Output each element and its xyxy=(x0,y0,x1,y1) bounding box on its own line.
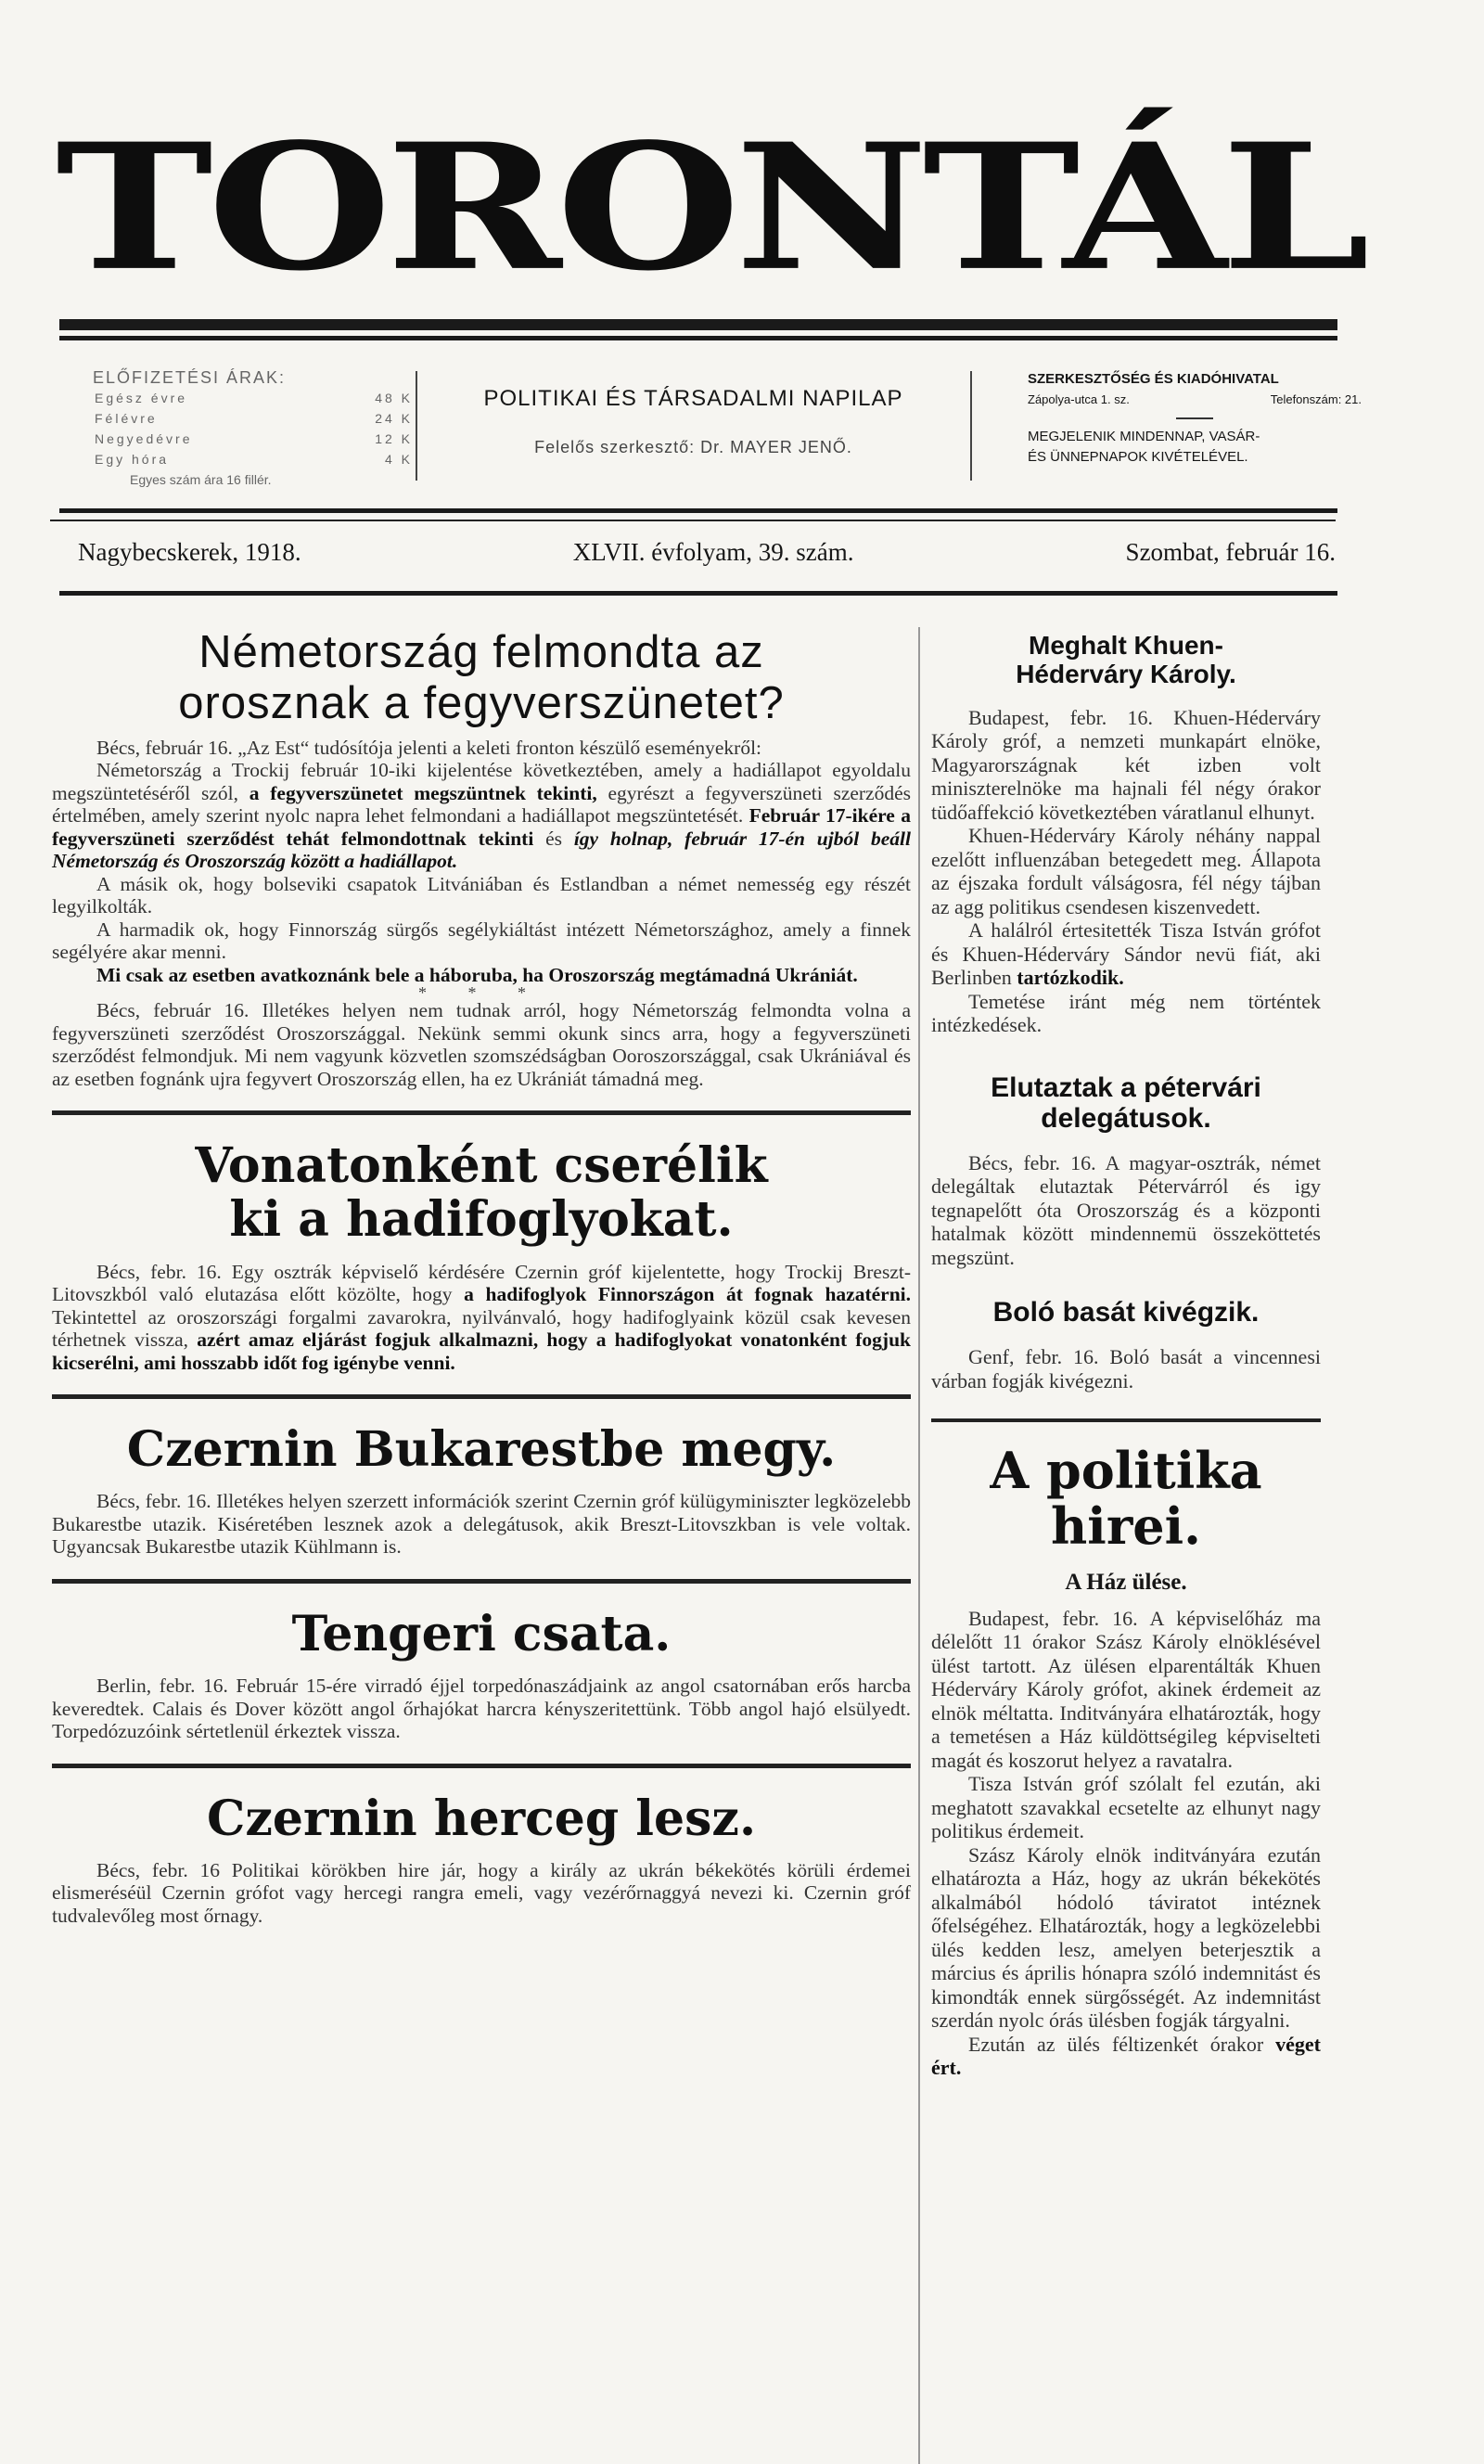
article-body xyxy=(52,1675,911,1743)
price-label: Egész évre xyxy=(95,391,188,405)
text-run: Tekintettel az oroszországi forgalmi zavarokra, nyilvánvaló, hogy hadifoglyaink közül csak kevesen térhetnek vissza, xyxy=(52,1305,911,1352)
price-row xyxy=(93,429,413,449)
bold-text: a fegyverszünetet megszüntnek tekinti, xyxy=(249,781,597,804)
text-run: Ezután az ülés féltizenkét órakor xyxy=(968,2032,1264,2056)
text-run: Bécs, febr. 16. Egy osztrák képviselő kérdésére Czernin gróf kijelentette, hogy Trockij Breszt-Litovszkból való elutazása előtt közölte, hogy xyxy=(52,1260,911,1306)
article-prisoner-exchange xyxy=(52,1139,911,1374)
price-row xyxy=(93,388,413,408)
price-label: Félévre xyxy=(95,411,158,426)
paragraph: Bécs, február 16. Illetékes helyen nem tudnak arról, hogy Németország felmondta volna a fegyverszüneti szerződést Oroszországgal. Nekünk semmi okunk sincs arra, hogy a fegyverszüneti szerződést felmondjuk. Mi nem vagyunk közvetlen szomszédságban Ooroszországgal, csak Ukrániával és az esetben fognánk ujra fegyvert Oroszország ellen, ha ez Ukrániát támadná meg. xyxy=(52,999,911,1090)
bold-text: tartózkodik. xyxy=(1017,966,1124,990)
article-divider xyxy=(52,1394,911,1399)
article-divider xyxy=(931,1418,1321,1422)
article-germany-armistice xyxy=(52,627,911,1090)
paragraph xyxy=(52,1261,911,1375)
article-body xyxy=(931,1151,1321,1270)
paragraph: Bécs, február 16. „Az Est“ tudósítója jelenti a keleti fronton készülő eseményekről: xyxy=(96,736,762,759)
paragraph: Temetése iránt még nem történtek intézkedések. xyxy=(931,989,1321,1037)
text-run: egyrészt a fegyverszüneti szerződés értelmében, amely szerint nyolc napra lehet felmondani a hadiállapot megszüntetését. xyxy=(52,781,912,828)
paragraph: A harmadik ok, hogy Finnország sürgős segélykiáltást intézett Németországhoz, amely a finnek segélyére akar menni. xyxy=(52,918,911,964)
price-row xyxy=(93,449,413,469)
article-bolo-pasha xyxy=(931,1297,1321,1392)
article-headline: Czernin Bukarestbe megy. xyxy=(126,1421,837,1479)
header-bottom-rule xyxy=(59,508,1337,513)
paragraph: Khuen-Héderváry Károly néhány nappal ezelőtt influenzában betegedett meg. Állapota az éjszaka fordult válságosra, fél négy tájban az agg politikus csendesen kiszenvedett. xyxy=(931,824,1321,918)
article-headline: Vonatonként cserélik ki a hadifoglyokat. xyxy=(195,1137,768,1249)
article-headline: A politika hirei. xyxy=(990,1441,1262,1557)
text-run: és xyxy=(545,827,563,850)
paragraph: Bécs, febr. 16. Illetékes helyen szerzett információk szerint Czernin gróf külügyminiszter legközelebb Bukarestbe utazik. Kiséretében lesznek azok a delegátusok, akik Breszt-Litovszkban is vele voltak. Ugyancsak Bukarestbe utazik Kühlmann is. xyxy=(52,1490,911,1559)
left-column xyxy=(52,627,911,1927)
office-phone: Telefonszám: 21. xyxy=(1270,392,1362,406)
paragraph xyxy=(931,2033,1321,2080)
text-run: A halálról értesitették Tisza István grófot és Khuen-Héderváry Sándor nevü fiát, aki Berlinben xyxy=(931,918,1321,990)
text-run: Németország a Trockij február 10-iki kijelentése következtében, amely a hadiállapot egyoldalu megszüntetéséről szól, xyxy=(52,759,911,804)
paragraph: Budapest, febr. 16. A képviselőház ma délelőtt 11 órakor Szász Károly elnöklésével ülést tartott. Az ülésen elparentálták Khuen Héderváry Károly grófot, akinek érdemeit az elnök méltatta. Inditványára elhatározták, hogy a temetésen a Ház küldöttségileg képviselteti magát és koszorut helyez a ravatalra. xyxy=(931,1606,1321,1772)
office-info xyxy=(1028,369,1362,468)
single-copy-price: Egyes szám ára 16 fillér. xyxy=(130,472,272,487)
bold-text: a hadifoglyok Finnországon át fognak hazatérni. xyxy=(464,1283,912,1306)
article-czernin-bucharest xyxy=(52,1423,911,1559)
price-label: Negyedévre xyxy=(95,431,193,446)
article-headline: Elutaztak a pétervári delegátusok. xyxy=(991,1072,1261,1135)
paper-subtitle: POLITIKAI ÉS TÁRSADALMI NAPILAP xyxy=(483,386,903,411)
masthead-rule-thin xyxy=(59,336,1337,340)
price-value: 48 K xyxy=(375,391,413,405)
article-politics-news xyxy=(931,1443,1321,2080)
bold-italic-text: így holnap, február 17-én ujból beáll Németország és Oroszország között a hadiállapot. xyxy=(52,827,911,873)
article-body xyxy=(931,1607,1321,2080)
right-column xyxy=(931,631,1321,2080)
volume-number: XLVII. évfolyam, 39. szám. xyxy=(572,538,854,566)
header-divider xyxy=(416,371,417,481)
bold-text: azért amaz eljárást fogjuk alkalmazni, hogy a hadifoglyokat vonatonként fogjuk kicserélni, ami hosszabb időt fog igénybe venni. xyxy=(52,1328,912,1374)
masthead xyxy=(56,93,1365,310)
subscription-prices xyxy=(93,367,413,490)
article-divider xyxy=(52,1764,911,1768)
publication-schedule-1: MEGJELENIK MINDENNAP, VASÁR- xyxy=(1028,429,1260,444)
masthead-rule xyxy=(59,319,1337,330)
paragraph xyxy=(52,759,911,873)
paragraph: Bécs, febr. 16. A magyar-osztrák, német delegáltak elutaztak Pétervárról és igy tegnapelőtt óta Oroszország és a központi hatalmak között mindennemü összeköttetés megszünt. xyxy=(931,1150,1321,1269)
column-separator xyxy=(918,627,920,2464)
price-value: 12 K xyxy=(375,431,413,446)
article-body xyxy=(52,737,911,1091)
article-khuen-hedervary xyxy=(931,631,1321,1037)
article-headline: Czernin herceg lesz. xyxy=(206,1790,757,1847)
subscription-heading: ELŐFIZETÉSI ÁRAK: xyxy=(93,368,287,387)
article-body xyxy=(931,1345,1321,1392)
price-value: 24 K xyxy=(375,411,413,426)
bold-text: Február 17-ikére a fegyverszüneti szerződést tehát felmondottnak tekinti xyxy=(52,804,911,850)
article-body xyxy=(931,706,1321,1037)
article-subhead: A Ház ülése. xyxy=(1065,1569,1187,1595)
bold-text: véget ért. xyxy=(931,2032,1321,2080)
article-headline: Németország felmondta az orosznak a fegyverszünetet? xyxy=(178,627,785,728)
article-headline: Tengeri csata. xyxy=(291,1605,672,1662)
header-bottom-rule-thin xyxy=(50,520,1336,521)
article-body xyxy=(52,1859,911,1928)
paragraph: A másik ok, hogy bolseviki csapatok Litvániában és Estlandban a német nemesség egy részét legyilkolták. xyxy=(52,872,911,918)
article-naval-battle xyxy=(52,1605,911,1743)
paper-subtitle-block xyxy=(422,386,965,457)
paragraph: Szász Károly elnök inditványára ezután elhatározta a Ház, hogy az ukrán békekötés alkalmából hódoló táviratot intéznek őfelségéhez. Elhatározták, hogy a legközelebbi ülés kedden lesz, amelyen beterjesztik a március és április hónapra szóló indemnitást és kimondták ennek sürgősségét. Az indemnitást szerdán nyolc órás ülésben fogják tárgyalni. xyxy=(931,1842,1321,2033)
article-divider xyxy=(52,1110,911,1115)
office-divider xyxy=(1176,417,1213,419)
office-address: Zápolya-utca 1. sz. xyxy=(1028,392,1130,406)
place-year: Nagybecskerek, 1918. xyxy=(78,538,301,566)
article-headline: Meghalt Khuen-Héderváry Károly. xyxy=(1016,631,1236,689)
article-delegates-left xyxy=(931,1072,1321,1270)
dateline xyxy=(78,538,1336,567)
paragraph: Genf, febr. 16. Boló basát a vincennesi várban fogják kivégezni. xyxy=(931,1345,1321,1392)
dateline-rule xyxy=(59,591,1337,596)
paragraph: Bécs, febr. 16 Politikai körökben hire jár, hogy a király az ukrán békekötés körüli érdemei elismeréséül Czernin grófot vagy hercegi rangra emeli, vagy vezérőrnaggyá nevezi ki. Czernin gróf tudvalevőleg most őrnagy. xyxy=(52,1858,911,1927)
header-divider xyxy=(970,371,972,481)
paragraph: Budapest, febr. 16. Khuen-Héderváry Károly gróf, a nemzeti munkapárt elnöke, Magyarországnak két izben volt miniszterelnöke ma hajnali fél négy órakor tüdőaffekció következtében váratlanul elhunyt. xyxy=(931,705,1321,824)
price-value: 4 K xyxy=(384,452,413,467)
paragraph xyxy=(931,918,1321,990)
paragraph: Berlin, febr. 16. Február 15-ére virradó éjjel torpedónaszádjaink az angol csatornában erős harcba keveredtek. Calais és Dover között angol őrhajókat harcra kényszeritettünk. Több angol hajó elsülyedt. Torpedózuzóink sértetlenül érkeztek vissza. xyxy=(52,1675,911,1743)
price-row xyxy=(93,408,413,429)
issue-day: Szombat, február 16. xyxy=(1125,538,1336,566)
publication-schedule-2: ÉS ÜNNEPNAPOK KIVÉTELÉVEL. xyxy=(1028,449,1248,465)
article-headline: Boló basát kivégzik. xyxy=(992,1297,1260,1328)
office-title: SZERKESZTŐSÉG ÉS KIADÓHIVATAL xyxy=(1028,371,1279,387)
section-stars: * * * xyxy=(418,983,544,1003)
article-body xyxy=(52,1490,911,1559)
paragraph-bold: Mi csak az esetben avatkoznánk bele a háboruba, ha Oroszország megtámadná Ukrániát. xyxy=(96,963,858,986)
newspaper-title: TORONTÁL xyxy=(56,105,1365,310)
office-contact xyxy=(1028,390,1362,410)
price-label: Egy hóra xyxy=(95,452,170,467)
article-czernin-prince xyxy=(52,1792,911,1928)
responsible-editor: Felelős szerkesztő: Dr. MAYER JENŐ. xyxy=(534,438,852,456)
article-body xyxy=(52,1261,911,1375)
article-divider xyxy=(52,1579,911,1584)
paragraph: Tisza István gróf szólalt fel ezután, aki meghatott szavakkal ecsetelte az elhunyt nagy politikus érdemeit. xyxy=(931,1772,1321,1843)
